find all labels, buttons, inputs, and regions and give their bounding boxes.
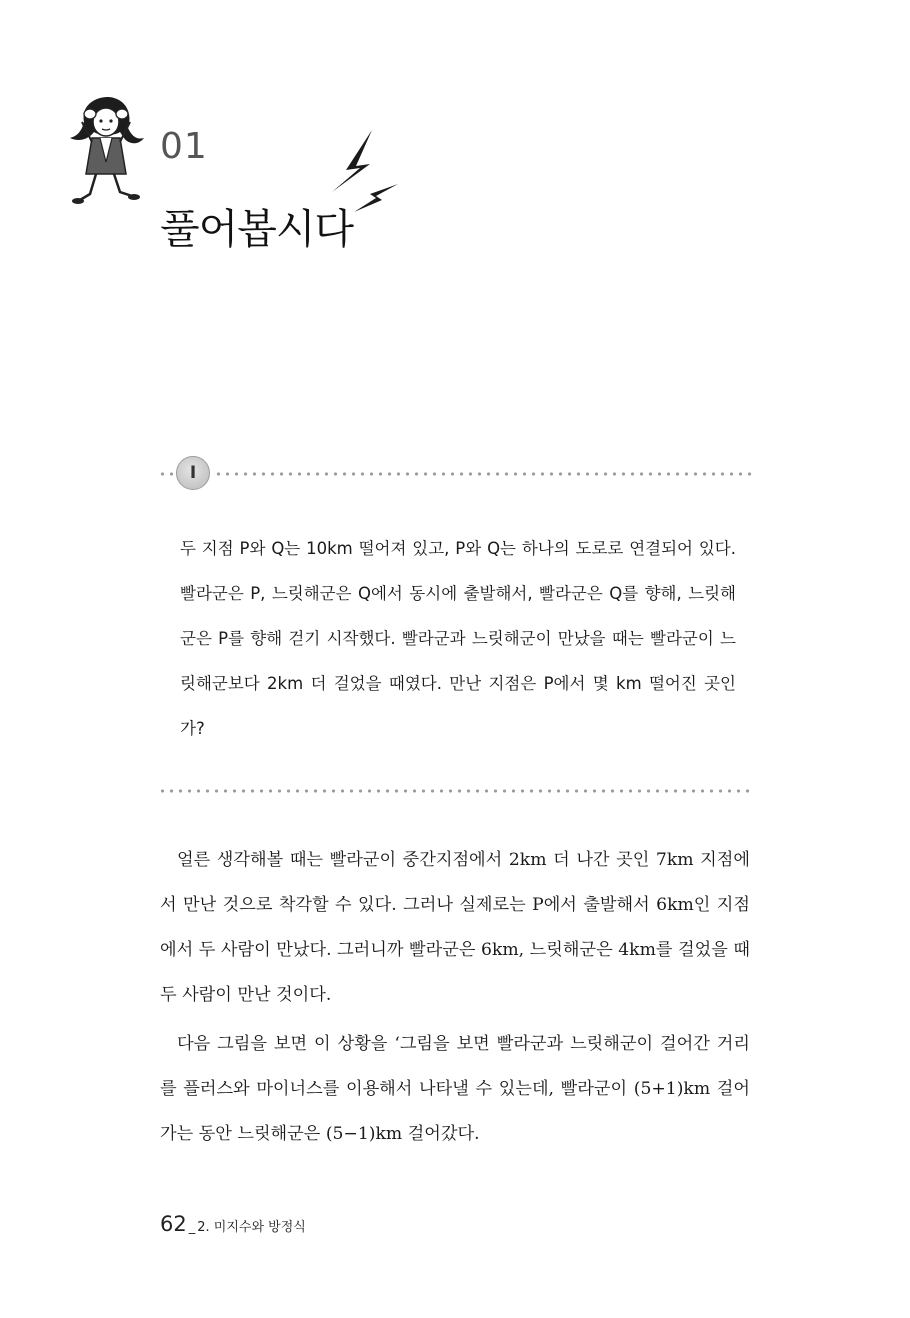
problem-bottom-divider bbox=[158, 786, 752, 796]
chapter-number: 01 bbox=[160, 126, 208, 167]
body-paragraph-1: 얼른 생각해볼 때는 빨라군이 중간지점에서 2km 더 나간 곳인 7km 지점에서 만난 것으로 착각할 수 있다. 그러나 실제로는 P에서 출발해서 6km인 지점에서 두 사람이 만났다. 그러니까 빨라군은 6km, 느릿해군은 4km를 걸었을 때 두 사람이 만난 것이다. bbox=[160, 850, 750, 1005]
girl-character-icon bbox=[62, 92, 154, 210]
problem-top-divider-left bbox=[158, 469, 176, 479]
page-footer bbox=[160, 1212, 306, 1236]
footer-separator: _ bbox=[188, 1220, 196, 1235]
chapter-title: 풀어봅시다 bbox=[160, 205, 354, 253]
body-paragraph-2: 다음 그림을 보면 이 상황을 ‘그림을 보면 빨라군과 느릿해군이 걸어간 거리를 플러스와 마이너스를 이용해서 나타낼 수 있는데, 빨라군이 (5+1)km 걸어가는 동안 느릿해군은 (5−1)km 걸어갔다. bbox=[160, 1034, 750, 1144]
footer-section-title: 2. 미지수와 방정식 bbox=[197, 1220, 306, 1235]
lightning-bolt-icon bbox=[326, 128, 402, 216]
problem-text: 두 지점 P와 Q는 10km 떨어져 있고, P와 Q는 하나의 도로로 연결되어 있다. 빨라군은 P, 느릿해군은 Q에서 동시에 출발해서, 빨라군은 Q를 향해, 느릿해군은 P를 향해 걷기 시작했다. 빨라군과 느릿해군이 만났을 때는 빨라군이 느릿해군보다 2km 더 걸었을 때였다. 만난 지점은 P에서 몇 km 떨어진 곳인가? bbox=[180, 539, 736, 738]
problem-top-divider bbox=[214, 469, 752, 479]
problem-number-badge: I bbox=[176, 456, 210, 490]
page-number: 62 bbox=[160, 1212, 187, 1236]
